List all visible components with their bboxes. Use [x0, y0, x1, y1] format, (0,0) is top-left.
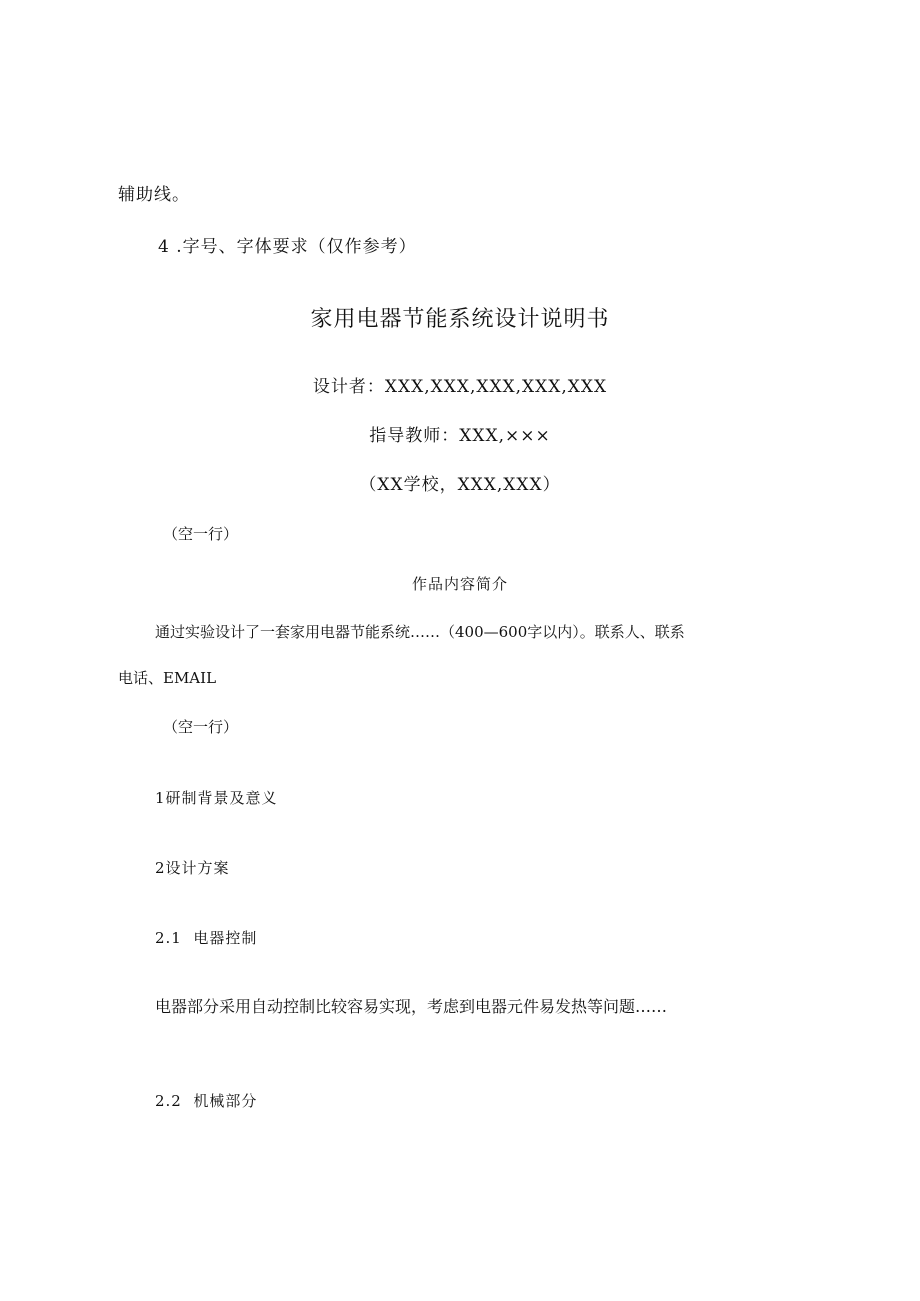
- abstract-text-line: 通过实验设计了一套家用电器节能系统……（400—600字以内）。联系人、联系: [155, 623, 685, 641]
- abstract-text-line: 电话、EMAIL: [118, 669, 217, 687]
- continuation-text: 辅助线。: [118, 185, 190, 205]
- document-title: 家用电器节能系统设计说明书: [310, 307, 610, 332]
- designers-line: 设计者：XXX,XXX,XXX,XXX,XXX: [312, 377, 608, 397]
- abstract-heading: 作品内容简介: [411, 575, 508, 593]
- section-heading: 4 .字号、字体要求（仅作参考）: [158, 237, 417, 257]
- section-heading-1: 1研制背景及意义: [155, 789, 278, 807]
- blank-line-note: （空一行）: [163, 718, 239, 736]
- subsection-paragraph: 电器部分采用自动控制比较容易实现，考虑到电器元件易发热等问题……: [155, 997, 668, 1016]
- subsection-heading-2-2: 2.2 机械部分: [155, 1092, 258, 1110]
- subsection-heading-2-1: 2.1 电器控制: [155, 929, 258, 947]
- section-heading-2: 2设计方案: [155, 859, 230, 877]
- blank-line-note: （空一行）: [163, 525, 239, 543]
- advisors-line: 指导教师：XXX,×××: [369, 426, 551, 446]
- affiliation-line: （XX学校，XXX,XXX）: [359, 475, 561, 495]
